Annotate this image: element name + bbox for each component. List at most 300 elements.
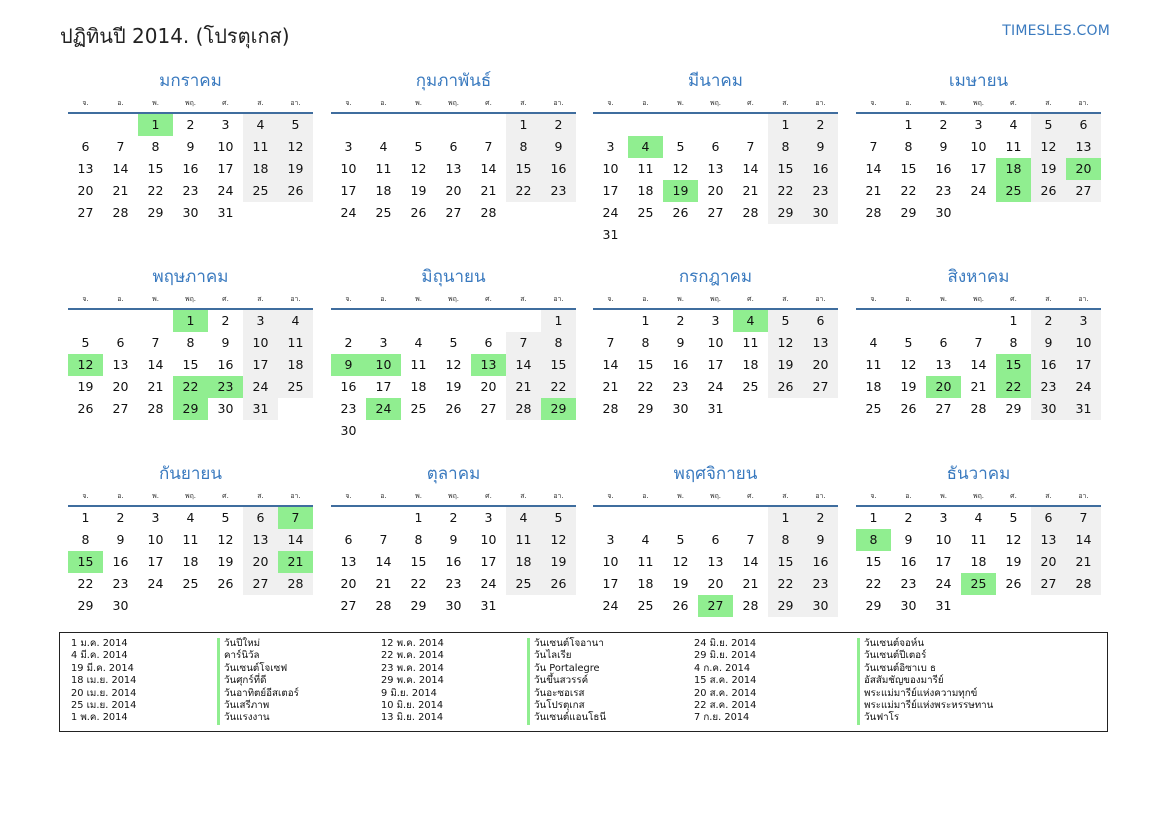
holiday-day-cell: 23 xyxy=(208,376,243,398)
day-cell: 20 xyxy=(1031,551,1066,573)
day-cell: 3 xyxy=(243,310,278,332)
day-cell: 9 xyxy=(1031,332,1066,354)
day-cell: 25 xyxy=(637,205,654,220)
legend-holiday-name: วันอาทิตย์อีสเตอร์ xyxy=(217,688,299,700)
day-grid xyxy=(331,507,576,617)
empty-cell xyxy=(733,507,768,529)
weekday-label: อา. xyxy=(1078,295,1089,303)
legend-date: 29 พ.ค. 2014 xyxy=(381,675,444,687)
weekday-label: ศ. xyxy=(485,492,492,500)
day-cell: 4 xyxy=(506,507,541,529)
day-cell: 13 xyxy=(112,357,129,372)
weekday-label: อา. xyxy=(553,295,564,303)
month-calendar xyxy=(331,264,576,442)
legend-holiday-name: วันเซนต์ปีเตอร์ xyxy=(857,650,993,662)
month-name: มกราคม xyxy=(159,71,222,91)
day-cell: 16 xyxy=(672,357,689,372)
day-cell: 20 xyxy=(243,551,278,573)
day-cell: 28 xyxy=(506,398,541,420)
day-cell: 27 xyxy=(1066,180,1101,202)
day-cell: 18 xyxy=(375,183,392,198)
day-cell: 22 xyxy=(768,573,803,595)
day-cell: 31 xyxy=(1066,398,1101,420)
day-cell: 29 xyxy=(1005,401,1022,416)
day-cell: 7 xyxy=(506,332,541,354)
day-cell: 21 xyxy=(480,183,497,198)
month-name: มีนาคม xyxy=(688,71,743,91)
holiday-day-cell: 15 xyxy=(68,551,103,573)
weekday-label: พ. xyxy=(415,492,422,500)
day-cell: 13 xyxy=(340,554,357,569)
day-cell: 6 xyxy=(81,139,90,154)
day-cell: 14 xyxy=(865,161,882,176)
day-cell: 28 xyxy=(147,401,164,416)
day-cell: 24 xyxy=(970,183,987,198)
legend-date: 18 เม.ย. 2014 xyxy=(71,675,137,687)
day-cell: 16 xyxy=(1031,354,1066,376)
weekday-label: พ. xyxy=(677,492,684,500)
day-cell: 30 xyxy=(900,598,917,613)
weekday-label: พ. xyxy=(940,99,947,107)
legend-date: 9 มิ.ย. 2014 xyxy=(381,687,437,699)
empty-cell xyxy=(698,114,733,136)
day-cell: 24 xyxy=(147,576,164,591)
day-cell: 9 xyxy=(939,139,948,154)
empty-cell xyxy=(366,310,401,332)
empty-cell xyxy=(891,310,926,332)
day-cell: 7 xyxy=(151,335,160,350)
empty-cell xyxy=(471,114,506,136)
weekday-label: อ. xyxy=(117,492,124,500)
day-cell: 15 xyxy=(865,554,882,569)
weekday-label: อา. xyxy=(1078,99,1089,107)
day-cell: 16 xyxy=(340,379,357,394)
legend-date: 22 ส.ค. 2014 xyxy=(694,699,757,711)
empty-cell xyxy=(436,114,471,136)
day-grid xyxy=(856,114,1101,224)
weekday-label: จ. xyxy=(870,295,877,303)
day-cell: 30 xyxy=(112,598,129,613)
day-cell: 25 xyxy=(278,376,313,398)
weekday-label: ส. xyxy=(257,295,264,303)
day-cell: 22 xyxy=(865,576,882,591)
day-cell: 4 xyxy=(974,510,983,525)
day-cell: 29 xyxy=(77,598,94,613)
weekday-label: ศ. xyxy=(485,295,492,303)
day-cell: 8 xyxy=(1009,335,1018,350)
legend-holiday-name: อัสสัมชัญของมารีย์ xyxy=(857,675,993,687)
legend-holiday-name: วันฟาโร xyxy=(857,712,993,724)
day-cell: 19 xyxy=(1031,158,1066,180)
empty-cell xyxy=(961,310,996,332)
day-cell: 18 xyxy=(742,357,759,372)
legend-date: 1 พ.ค. 2014 xyxy=(71,712,128,724)
day-cell: 17 xyxy=(970,161,987,176)
day-cell: 11 xyxy=(970,532,987,547)
day-cell: 11 xyxy=(506,529,541,551)
legend-date: 7 ก.ย. 2014 xyxy=(694,712,750,724)
day-cell: 14 xyxy=(970,357,987,372)
legend-date: 4 มี.ค. 2014 xyxy=(71,650,128,662)
holiday-day-cell: 29 xyxy=(173,398,208,420)
empty-cell xyxy=(68,310,103,332)
empty-cell xyxy=(366,114,401,136)
weekday-label: พฤ. xyxy=(972,295,985,303)
day-cell: 26 xyxy=(278,180,313,202)
day-cell: 30 xyxy=(803,202,838,224)
holiday-day-cell: 21 xyxy=(278,551,313,573)
brand-link[interactable]: TIMESLES.COM xyxy=(1002,23,1110,39)
day-cell: 3 xyxy=(711,313,720,328)
month-name: พฤศจิกายน xyxy=(673,464,758,484)
day-grid xyxy=(331,114,576,224)
day-cell: 20 xyxy=(445,183,462,198)
legend-date: 19 มี.ค. 2014 xyxy=(71,662,134,674)
day-cell: 27 xyxy=(243,573,278,595)
holiday-day-cell: 24 xyxy=(366,398,401,420)
day-cell: 23 xyxy=(112,576,129,591)
day-cell: 16 xyxy=(182,161,199,176)
day-cell: 28 xyxy=(742,205,759,220)
day-cell: 17 xyxy=(602,576,619,591)
month-calendar xyxy=(856,461,1101,617)
day-cell: 2 xyxy=(186,117,195,132)
legend-holiday-name: วันเซนต์โจอานา xyxy=(527,638,606,650)
day-cell: 11 xyxy=(865,357,882,372)
day-cell: 2 xyxy=(939,117,948,132)
weekday-label: พฤ. xyxy=(972,99,985,107)
day-cell: 5 xyxy=(221,510,230,525)
day-cell: 14 xyxy=(602,357,619,372)
day-cell: 10 xyxy=(340,161,357,176)
day-cell: 30 xyxy=(1031,398,1066,420)
legend-holiday-name: คาร์นิวัล xyxy=(217,650,299,662)
weekday-header xyxy=(856,487,1101,507)
day-cell: 13 xyxy=(1066,136,1101,158)
day-cell: 21 xyxy=(147,379,164,394)
day-cell: 15 xyxy=(410,554,427,569)
weekday-label: จ. xyxy=(82,295,89,303)
day-cell: 1 xyxy=(768,114,803,136)
empty-cell xyxy=(471,310,506,332)
day-cell: 15 xyxy=(541,354,576,376)
day-cell: 3 xyxy=(221,117,230,132)
weekday-label: อา. xyxy=(290,295,301,303)
day-cell: 5 xyxy=(676,532,685,547)
day-cell: 15 xyxy=(637,357,654,372)
month-name: พฤษภาคม xyxy=(152,267,229,287)
day-cell: 12 xyxy=(900,357,917,372)
day-cell: 4 xyxy=(243,114,278,136)
holiday-day-cell: 20 xyxy=(1066,158,1101,180)
day-cell: 31 xyxy=(602,227,619,242)
legend-holiday-name: วันเซนต์จอห์น xyxy=(857,638,993,650)
day-cell: 22 xyxy=(900,183,917,198)
day-cell: 1 xyxy=(904,117,913,132)
day-cell: 22 xyxy=(637,379,654,394)
day-cell: 7 xyxy=(116,139,125,154)
weekday-header xyxy=(68,487,313,507)
day-cell: 6 xyxy=(1066,114,1101,136)
day-cell: 17 xyxy=(707,357,724,372)
weekday-header xyxy=(856,94,1101,114)
day-cell: 16 xyxy=(900,554,917,569)
day-cell: 9 xyxy=(803,529,838,551)
day-cell: 6 xyxy=(449,139,458,154)
day-cell: 18 xyxy=(506,551,541,573)
day-cell: 14 xyxy=(742,554,759,569)
month-name: สิงหาคม xyxy=(947,267,1010,287)
day-cell: 9 xyxy=(116,532,125,547)
weekday-label: พฤ. xyxy=(972,492,985,500)
day-cell: 11 xyxy=(410,357,427,372)
legend-date: 13 มิ.ย. 2014 xyxy=(381,712,444,724)
day-cell: 25 xyxy=(506,573,541,595)
day-cell: 8 xyxy=(768,529,803,551)
day-cell: 20 xyxy=(77,183,94,198)
day-cell: 18 xyxy=(243,158,278,180)
day-cell: 5 xyxy=(676,139,685,154)
day-cell: 12 xyxy=(768,332,803,354)
day-cell: 11 xyxy=(742,335,759,350)
weekday-label: จ. xyxy=(82,99,89,107)
weekday-label: ศ. xyxy=(485,99,492,107)
day-cell: 7 xyxy=(746,532,755,547)
day-cell: 29 xyxy=(900,205,917,220)
day-cell: 28 xyxy=(278,573,313,595)
day-cell: 26 xyxy=(541,573,576,595)
weekday-label: พฤ. xyxy=(184,492,197,500)
day-cell: 7 xyxy=(379,532,388,547)
day-cell: 13 xyxy=(445,161,462,176)
day-cell: 16 xyxy=(803,158,838,180)
day-cell: 20 xyxy=(480,379,497,394)
day-cell: 11 xyxy=(182,532,199,547)
day-cell: 12 xyxy=(445,357,462,372)
weekday-label: จ. xyxy=(345,99,352,107)
weekday-label: พฤ. xyxy=(447,99,460,107)
legend-date: 12 พ.ค. 2014 xyxy=(381,638,444,649)
day-cell: 4 xyxy=(379,139,388,154)
legend-holiday-name: วันปีใหม่ xyxy=(217,638,299,650)
day-grid xyxy=(593,114,838,246)
day-cell: 22 xyxy=(506,180,541,202)
day-cell: 1 xyxy=(768,507,803,529)
day-cell: 15 xyxy=(768,158,803,180)
day-cell: 21 xyxy=(742,576,759,591)
day-cell: 10 xyxy=(1066,332,1101,354)
day-cell: 19 xyxy=(217,554,234,569)
weekday-label: พ. xyxy=(677,99,684,107)
weekday-label: พ. xyxy=(415,295,422,303)
weekday-label: ส. xyxy=(1045,99,1052,107)
weekday-label: อา. xyxy=(815,99,826,107)
day-cell: 19 xyxy=(1005,554,1022,569)
day-cell: 9 xyxy=(449,532,458,547)
day-cell: 5 xyxy=(541,507,576,529)
day-cell: 10 xyxy=(935,532,952,547)
day-cell: 12 xyxy=(410,161,427,176)
day-cell: 27 xyxy=(803,376,838,398)
day-cell: 12 xyxy=(672,554,689,569)
day-cell: 18 xyxy=(637,183,654,198)
weekday-label: ส. xyxy=(520,99,527,107)
day-cell: 19 xyxy=(768,354,803,376)
holiday-day-cell: 25 xyxy=(996,180,1031,202)
day-cell: 23 xyxy=(340,401,357,416)
weekday-label: อา. xyxy=(553,492,564,500)
day-cell: 23 xyxy=(541,180,576,202)
day-cell: 13 xyxy=(803,332,838,354)
weekday-label: จ. xyxy=(345,295,352,303)
day-cell: 22 xyxy=(147,183,164,198)
day-cell: 18 xyxy=(637,576,654,591)
day-cell: 4 xyxy=(869,335,878,350)
day-cell: 24 xyxy=(935,576,952,591)
day-cell: 9 xyxy=(676,335,685,350)
holiday-day-cell: 1 xyxy=(173,310,208,332)
weekday-label: จ. xyxy=(870,99,877,107)
empty-cell xyxy=(138,310,173,332)
day-cell: 24 xyxy=(340,205,357,220)
day-cell: 9 xyxy=(221,335,230,350)
day-cell: 26 xyxy=(217,576,234,591)
day-cell: 16 xyxy=(217,357,234,372)
day-cell: 12 xyxy=(217,532,234,547)
day-cell: 3 xyxy=(484,510,493,525)
legend-date: 10 มิ.ย. 2014 xyxy=(381,699,444,711)
day-cell: 26 xyxy=(410,205,427,220)
day-cell: 30 xyxy=(445,598,462,613)
weekday-label: ศ. xyxy=(1010,492,1017,500)
day-cell: 6 xyxy=(1031,507,1066,529)
day-grid xyxy=(68,310,313,420)
weekday-label: พ. xyxy=(940,492,947,500)
day-cell: 14 xyxy=(480,161,497,176)
day-cell: 10 xyxy=(147,532,164,547)
day-cell: 19 xyxy=(541,551,576,573)
day-cell: 13 xyxy=(707,554,724,569)
day-cell: 23 xyxy=(803,573,838,595)
legend-holiday-name: วันเซนต์อิซาเบ ธ xyxy=(857,663,993,675)
weekday-header xyxy=(593,94,838,114)
day-cell: 15 xyxy=(182,357,199,372)
day-cell: 23 xyxy=(935,183,952,198)
day-cell: 10 xyxy=(602,161,619,176)
weekday-label: ส. xyxy=(782,99,789,107)
month-calendar xyxy=(68,68,313,224)
day-cell: 17 xyxy=(602,183,619,198)
day-cell: 1 xyxy=(541,310,576,332)
empty-cell xyxy=(506,310,541,332)
weekday-label: ศ. xyxy=(747,99,754,107)
day-cell: 13 xyxy=(77,161,94,176)
legend-holiday-name: วันอะซอเรส xyxy=(527,688,606,700)
day-cell: 14 xyxy=(278,529,313,551)
day-cell: 26 xyxy=(1031,180,1066,202)
day-cell: 28 xyxy=(480,205,497,220)
day-cell: 13 xyxy=(1031,529,1066,551)
weekday-label: ศ. xyxy=(222,492,229,500)
weekday-header xyxy=(68,290,313,310)
day-cell: 26 xyxy=(900,401,917,416)
day-cell: 29 xyxy=(768,202,803,224)
weekday-label: ส. xyxy=(257,99,264,107)
day-cell: 25 xyxy=(637,598,654,613)
day-cell: 31 xyxy=(707,401,724,416)
weekday-header xyxy=(856,290,1101,310)
day-cell: 17 xyxy=(480,554,497,569)
day-cell: 6 xyxy=(344,532,353,547)
month-name: ตุลาคม xyxy=(426,464,481,484)
day-cell: 7 xyxy=(484,139,493,154)
weekday-label: พ. xyxy=(152,295,159,303)
day-cell: 27 xyxy=(935,401,952,416)
day-cell: 16 xyxy=(445,554,462,569)
day-cell: 15 xyxy=(147,161,164,176)
day-cell: 24 xyxy=(602,205,619,220)
day-cell: 5 xyxy=(1031,114,1066,136)
month-name: กันยายน xyxy=(158,464,222,484)
day-cell: 26 xyxy=(445,401,462,416)
day-cell: 2 xyxy=(904,510,913,525)
holiday-day-cell: 1 xyxy=(138,114,173,136)
day-cell: 20 xyxy=(707,183,724,198)
day-cell: 29 xyxy=(637,401,654,416)
day-cell: 13 xyxy=(243,529,278,551)
day-cell: 27 xyxy=(707,205,724,220)
day-cell: 14 xyxy=(147,357,164,372)
day-cell: 28 xyxy=(1066,573,1101,595)
day-cell: 22 xyxy=(541,376,576,398)
day-cell: 31 xyxy=(243,398,278,420)
day-cell: 25 xyxy=(742,379,759,394)
day-cell: 20 xyxy=(803,354,838,376)
day-cell: 24 xyxy=(707,379,724,394)
weekday-label: พ. xyxy=(677,295,684,303)
day-cell: 16 xyxy=(803,551,838,573)
day-cell: 23 xyxy=(900,576,917,591)
weekday-label: พฤ. xyxy=(184,295,197,303)
day-cell: 5 xyxy=(414,139,423,154)
day-cell: 23 xyxy=(803,180,838,202)
day-cell: 10 xyxy=(970,139,987,154)
legend-date: 24 มิ.ย. 2014 xyxy=(694,638,757,649)
day-cell: 21 xyxy=(865,183,882,198)
legend-date: 22 พ.ค. 2014 xyxy=(381,650,444,662)
holiday-day-cell: 19 xyxy=(663,180,698,202)
day-cell: 23 xyxy=(1031,376,1066,398)
legend-holiday-name: พระแม่มารีย์แห่งพระหรรษทาน xyxy=(857,700,993,712)
day-cell: 14 xyxy=(112,161,129,176)
weekday-label: พฤ. xyxy=(184,99,197,107)
day-cell: 5 xyxy=(278,114,313,136)
month-calendar xyxy=(331,68,576,224)
empty-cell xyxy=(401,310,436,332)
day-cell: 2 xyxy=(803,507,838,529)
empty-cell xyxy=(103,310,138,332)
weekday-header xyxy=(593,487,838,507)
holiday-legend xyxy=(59,632,1108,732)
day-cell: 3 xyxy=(939,510,948,525)
month-calendar xyxy=(856,68,1101,224)
weekday-label: อา. xyxy=(1078,492,1089,500)
day-cell: 5 xyxy=(449,335,458,350)
day-cell: 20 xyxy=(112,379,129,394)
day-cell: 18 xyxy=(865,379,882,394)
weekday-label: ศ. xyxy=(1010,295,1017,303)
day-cell: 5 xyxy=(1009,510,1018,525)
